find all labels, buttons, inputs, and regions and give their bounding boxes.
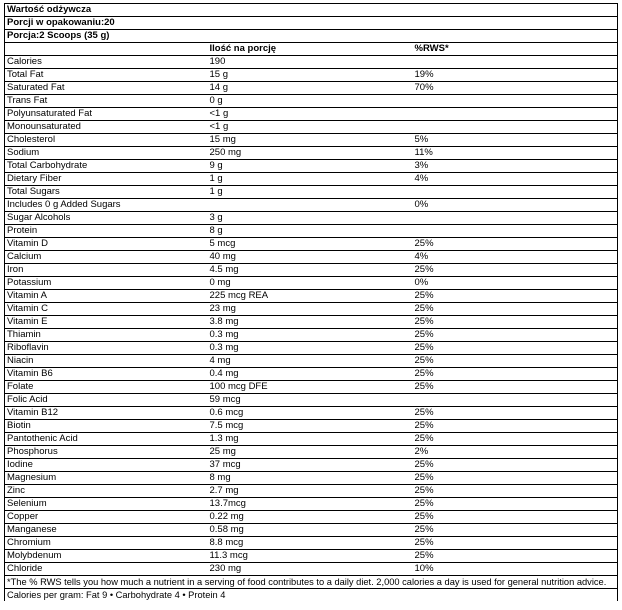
table-row [5,459,618,472]
table-row [5,277,618,290]
nutrient-amount: 25 mg [208,446,413,459]
table-row [5,160,618,173]
nutrient-amount: 11.3 mcg [208,550,413,563]
nutrient-dv: 25% [413,420,618,433]
nutrient-name: Saturated Fat [5,82,208,95]
table-row [5,134,618,147]
nutrient-amount: 3.8 mg [208,316,413,329]
nutrient-name: Thiamin [5,329,208,342]
nutrient-name: Iron [5,264,208,277]
nutrient-name: Biotin [5,420,208,433]
table-row [5,472,618,485]
nutrient-amount: 190 [208,56,413,69]
table-row [5,563,618,576]
title-row [5,4,618,17]
panel-title: Wartość odżywcza [5,4,618,17]
nutrient-dv: 25% [413,368,618,381]
table-row [5,498,618,511]
nutrient-name: Includes 0 g Added Sugars [5,199,208,212]
nutrient-dv: 25% [413,433,618,446]
column-header-name [5,43,208,56]
table-row [5,108,618,121]
nutrient-dv [413,56,618,69]
nutrient-dv: 25% [413,342,618,355]
nutrient-dv: 25% [413,329,618,342]
nutrient-dv: 3% [413,160,618,173]
nutrient-amount: 0.4 mg [208,368,413,381]
table-row [5,95,618,108]
nutrient-dv: 25% [413,238,618,251]
nutrient-dv: 2% [413,446,618,459]
nutrition-table [4,3,618,601]
nutrient-dv: 25% [413,355,618,368]
nutrient-dv: 4% [413,251,618,264]
nutrient-name: Vitamin B6 [5,368,208,381]
nutrient-name: Sodium [5,147,208,160]
nutrient-name: Potassium [5,277,208,290]
nutrient-name: Sugar Alcohols [5,212,208,225]
nutrient-amount: 4 mg [208,355,413,368]
nutrient-name: Chloride [5,563,208,576]
nutrient-dv: 25% [413,407,618,420]
nutrient-amount: 2.7 mg [208,485,413,498]
table-row [5,56,618,69]
calories-per-gram-row [5,589,618,602]
table-row [5,238,618,251]
nutrient-dv: 25% [413,550,618,563]
nutrient-amount: 7.5 mcg [208,420,413,433]
nutrient-dv [413,225,618,238]
table-row [5,537,618,550]
nutrient-dv: 70% [413,82,618,95]
nutrient-name: Chromium [5,537,208,550]
nutrient-name: Folic Acid [5,394,208,407]
nutrition-table-body [5,4,618,56]
column-header-amount: Ilość na porcję [208,43,413,56]
table-row [5,186,618,199]
nutrient-dv [413,95,618,108]
nutrient-name: Copper [5,511,208,524]
nutrient-name: Cholesterol [5,134,208,147]
nutrient-name: Folate [5,381,208,394]
nutrient-amount: 37 mcg [208,459,413,472]
table-row [5,407,618,420]
table-row [5,329,618,342]
table-row [5,433,618,446]
nutrient-dv: 11% [413,147,618,160]
nutrient-amount: 250 mg [208,147,413,160]
nutrient-dv: 19% [413,69,618,82]
nutrient-amount: 15 g [208,69,413,82]
column-header-dv: %RWS* [413,43,618,56]
nutrient-amount [208,199,413,212]
nutrient-dv: 10% [413,563,618,576]
nutrient-name: Vitamin D [5,238,208,251]
nutrient-amount: 0.3 mg [208,342,413,355]
table-row [5,550,618,563]
servings-per-container: Porcji w opakowaniu:20 [5,17,618,30]
table-row [5,381,618,394]
nutrient-amount: 1 g [208,186,413,199]
nutrient-dv [413,186,618,199]
nutrient-name: Selenium [5,498,208,511]
nutrient-amount: 59 mcg [208,394,413,407]
nutrient-amount: 14 g [208,82,413,95]
nutrient-amount: 0.6 mcg [208,407,413,420]
nutrient-dv: 4% [413,173,618,186]
nutrient-dv [413,212,618,225]
nutrient-amount: 1.3 mg [208,433,413,446]
nutrient-name: Riboflavin [5,342,208,355]
nutrient-dv: 25% [413,472,618,485]
nutrient-name: Total Carbohydrate [5,160,208,173]
serving-size: Porcja:2 Scoops (35 g) [5,30,618,43]
nutrient-amount: 0.58 mg [208,524,413,537]
nutrient-amount: <1 g [208,108,413,121]
table-row [5,251,618,264]
nutrient-dv: 0% [413,277,618,290]
table-row [5,173,618,186]
nutrient-dv: 25% [413,381,618,394]
table-row [5,264,618,277]
nutrient-name: Pantothenic Acid [5,433,208,446]
table-row [5,355,618,368]
serving-size-row [5,30,618,43]
nutrient-dv: 25% [413,498,618,511]
nutrient-amount: 23 mg [208,303,413,316]
daily-value-footnote: *The % RWS tells you how much a nutrient in a serving of food contributes to a daily diet. 2,000 calories a day is used for general nutrition advice. [5,576,618,589]
nutrient-amount: 230 mg [208,563,413,576]
table-row [5,303,618,316]
table-row [5,212,618,225]
nutrient-dv: 0% [413,199,618,212]
nutrition-facts-panel [4,3,617,601]
nutrient-rows [5,56,618,576]
nutrient-amount: 0 g [208,95,413,108]
nutrient-name: Trans Fat [5,95,208,108]
table-row [5,368,618,381]
nutrient-amount: 5 mcg [208,238,413,251]
nutrient-dv: 25% [413,459,618,472]
nutrient-dv: 5% [413,134,618,147]
nutrient-name: Monounsaturated [5,121,208,134]
nutrient-name: Manganese [5,524,208,537]
table-row [5,446,618,459]
table-row [5,316,618,329]
table-row [5,485,618,498]
nutrient-amount: <1 g [208,121,413,134]
footer-section [5,576,618,602]
nutrient-name: Vitamin C [5,303,208,316]
table-row [5,342,618,355]
table-row [5,69,618,82]
nutrient-name: Zinc [5,485,208,498]
nutrient-dv [413,394,618,407]
nutrient-amount: 0 mg [208,277,413,290]
nutrient-name: Phosphorus [5,446,208,459]
nutrient-dv: 25% [413,303,618,316]
nutrient-name: Dietary Fiber [5,173,208,186]
nutrient-name: Iodine [5,459,208,472]
table-row [5,420,618,433]
nutrient-name: Vitamin B12 [5,407,208,420]
nutrient-dv: 25% [413,485,618,498]
nutrient-amount: 8.8 mcg [208,537,413,550]
nutrient-dv: 25% [413,316,618,329]
servings-row [5,17,618,30]
table-row [5,290,618,303]
nutrient-dv: 25% [413,264,618,277]
nutrient-name: Molybdenum [5,550,208,563]
nutrient-amount: 100 mcg DFE [208,381,413,394]
nutrient-amount: 8 mg [208,472,413,485]
nutrient-name: Calories [5,56,208,69]
nutrient-amount: 15 mg [208,134,413,147]
nutrient-dv: 25% [413,524,618,537]
nutrient-amount: 0.3 mg [208,329,413,342]
nutrient-amount: 0.22 mg [208,511,413,524]
nutrient-dv: 25% [413,537,618,550]
nutrient-name: Calcium [5,251,208,264]
footnote-row [5,576,618,589]
nutrient-amount: 225 mcg REA [208,290,413,303]
nutrient-amount: 4.5 mg [208,264,413,277]
nutrient-name: Niacin [5,355,208,368]
column-header-row [5,43,618,56]
table-row [5,199,618,212]
nutrient-amount: 8 g [208,225,413,238]
nutrient-amount: 3 g [208,212,413,225]
table-row [5,524,618,537]
table-row [5,121,618,134]
calories-per-gram: Calories per gram: Fat 9 • Carbohydrate 4 • Protein 4 [5,589,618,602]
nutrient-name: Protein [5,225,208,238]
nutrient-dv [413,108,618,121]
nutrient-dv: 25% [413,511,618,524]
nutrient-name: Total Sugars [5,186,208,199]
table-row [5,225,618,238]
nutrient-amount: 40 mg [208,251,413,264]
nutrient-amount: 9 g [208,160,413,173]
nutrient-amount: 13.7mcg [208,498,413,511]
table-row [5,394,618,407]
nutrient-amount: 1 g [208,173,413,186]
table-row [5,511,618,524]
nutrient-name: Vitamin E [5,316,208,329]
table-row [5,82,618,95]
nutrient-name: Polyunsaturated Fat [5,108,208,121]
nutrient-name: Magnesium [5,472,208,485]
nutrient-dv [413,121,618,134]
nutrient-name: Total Fat [5,69,208,82]
table-row [5,147,618,160]
nutrient-name: Vitamin A [5,290,208,303]
nutrient-dv: 25% [413,290,618,303]
